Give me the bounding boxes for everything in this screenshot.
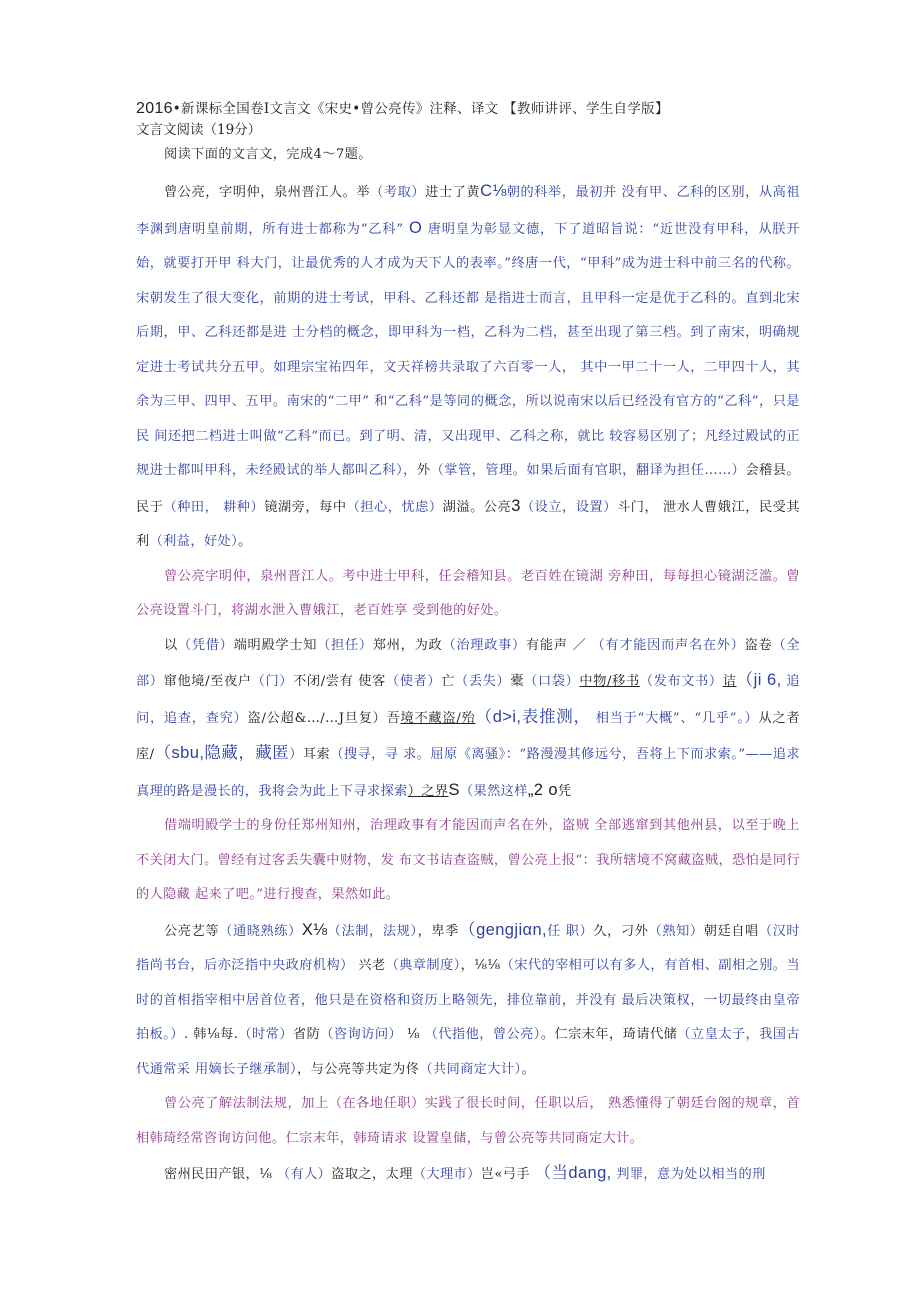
- text-span: 。: [238, 534, 252, 549]
- text-span: 岂«弓手: [480, 1167, 535, 1182]
- annotation: （代指他，曾公亮）: [424, 1027, 541, 1042]
- annotation: 判罪，意为处以相当的刑: [611, 1167, 766, 1182]
- text-span: ，与公亮等共定为佟: [297, 1061, 420, 1077]
- annotation: （门）: [251, 674, 294, 689]
- text-span: 外: [416, 463, 431, 478]
- text-span: 亡: [441, 674, 456, 689]
- underlined-text: ）之界: [407, 783, 449, 799]
- annotation: （搜寻，寻 求。屈原《离骚》：“路漫漫其修远兮，吾将上下而求索。”——追求 真理的路是漫长的，我将会为此上下寻求探索: [136, 747, 801, 799]
- annotation: （利益，好处）: [149, 534, 239, 549]
- translation-paragraph-3: 曾公亮了解法制法规，加上（在各地任职）实践了很长时间，任职以后， 熟悉懂得了朝廷台阁的规章，首相韩琦经常咨询访问他。仁宗末年，韩琦请求 设置皇储，与曾公亮等共同商定大计。: [136, 1096, 800, 1146]
- text-span: 从之者庢/: [136, 710, 801, 762]
- annotation: （凭借）: [177, 637, 234, 653]
- title-text: •新课标全国卷Ⅰ文言文《宋史•曾公亮传》注释、译文 【教师讲评、学生自学版】: [172, 101, 669, 117]
- annotation: S: [448, 780, 460, 799]
- annotation: （法制，法规）: [327, 923, 418, 939]
- annotation: 3: [511, 496, 521, 515]
- text-span: 斗门， 泄水人曹娥江，民受其利: [136, 499, 800, 549]
- annotation: ⅛: [259, 1167, 273, 1182]
- text-span: 有能声 ／: [525, 637, 592, 653]
- annotation: （当dang,: [534, 1164, 612, 1182]
- underlined-text: 诘: [722, 674, 737, 689]
- annotation: O: [403, 218, 428, 237]
- text-span: ，⅛⅛: [460, 958, 501, 973]
- text-span: 耳索: [302, 747, 331, 762]
- text-span: 端明殿学士知: [233, 637, 318, 653]
- annotation: （种田， 耕种）: [163, 499, 265, 515]
- text-span: 会稽县。民于: [136, 463, 800, 515]
- text-span: 公亮艺等: [164, 923, 220, 939]
- text-span: 兴老: [353, 958, 386, 973]
- annotation: （sbu,: [154, 744, 205, 762]
- annotation: （典章制度）: [385, 958, 461, 973]
- annotation: （通晓熟练）: [219, 923, 302, 939]
- text-span: 省防: [292, 1027, 321, 1042]
- section-heading: 文言文阅读（19分）: [136, 122, 262, 138]
- text-span: 不闭/尝有 使客: [293, 674, 386, 689]
- annotation: （担任）: [317, 637, 373, 653]
- annotation: （考取）: [370, 185, 426, 200]
- annotation: 相当于“大概”、“几乎”。）: [590, 710, 759, 726]
- passage-paragraph-3: [136, 913, 800, 1088]
- text-span: 。仁宗末年，琦请代储: [540, 1027, 678, 1042]
- annotation: 表推测，: [521, 707, 591, 726]
- annotation: （汉时指尚书台，后亦泛指中央政府机构）: [136, 923, 801, 973]
- underlined-text: 中物/移书: [579, 674, 640, 689]
- annotation: 追问，追查，查究）: [136, 674, 800, 726]
- translation-paragraph-1: 曾公亮字明仲，泉州晋江人。考中进士甲科，任会稽知县。老百姓在镜湖 旁种田，每每担心镜湖泛滥。曾公亮设置斗门，将湖水泄入曹娥江，老百姓享 受到他的好处。: [136, 568, 800, 618]
- translation-paragraph-2: 借端明殿学士的身份任郑州知州，治理政事有才能因而声名在外，盗贼 全部逃窜到其他州县，以至于晚上不关闭大门。曾经有过客丢失囊中财物，发 布文书诘查盗贼，曾公亮上报“：我所辖境不窝藏盗贼，恐怕是同行的人隐藏 起来了吧。”进行搜查，果然如此。: [136, 818, 800, 902]
- text-span: 湖溢。公亮: [442, 499, 512, 515]
- annotation: C⅛: [480, 182, 507, 200]
- passage-paragraph-4: [136, 1156, 800, 1193]
- annotation: （发布文书）: [639, 674, 723, 689]
- text-span: 盗取之，太理: [331, 1167, 413, 1182]
- annotation: （有人）: [272, 1167, 332, 1182]
- title-year: 2016: [136, 100, 173, 117]
- annotation: （担心，忧虑）: [346, 499, 443, 515]
- annotation: （熟知）: [648, 923, 704, 939]
- annotation: （果然这样: [459, 783, 528, 799]
- annotation: （时常）: [238, 1027, 293, 1042]
- text-span: 密州民田产银，: [164, 1167, 260, 1182]
- annotation: （宋代的宰相可以有多人，有首相、副相之别。当 时的首相指宰相中居首位者，他只是在资格和资历上略领先，排位靠前，并没有 最后决策权，一切最终由皇帝拍板。）: [136, 958, 800, 1042]
- text-span: . 韩⅛每.: [183, 1027, 239, 1042]
- instruction-paragraph: 阅读下面的文言文，完成4～7题。: [164, 147, 372, 162]
- passage-paragraph-1: [136, 174, 800, 560]
- text-span: 盗卷: [744, 637, 773, 653]
- annotation: （共同商定大计）: [419, 1061, 522, 1077]
- annotation: （立皇太子，我国古代通常采 用嫡长子继承制）: [136, 1027, 801, 1077]
- annotation: （有才能因而声名在外）: [591, 637, 745, 653]
- annotation: （掌管，管理。如果后面有官职，翻译为担任……）: [430, 463, 746, 478]
- text-span: 曾公亮，字明仲，泉州晋江人。举: [164, 185, 371, 200]
- annotation: （丢失）: [455, 674, 511, 689]
- text-span: 镜湖旁，每中: [264, 499, 347, 515]
- text-span: 以: [164, 637, 178, 653]
- annotation: 隐藏，藏匿: [204, 744, 290, 762]
- text-span: 久，刁外: [593, 923, 649, 939]
- annotation: X⅛: [301, 920, 328, 939]
- annotation: （全部）: [136, 637, 800, 689]
- annotation: （d>i,: [475, 707, 522, 726]
- passage-paragraph-2: [136, 629, 800, 810]
- text-span: ，卑季: [417, 923, 459, 939]
- document-title: [136, 98, 800, 120]
- text-span: 。: [521, 1061, 536, 1077]
- annotation: 任 职）: [547, 923, 594, 939]
- document-content: [136, 98, 800, 1193]
- annotation: （口袋）: [524, 674, 580, 689]
- annotation: （使者）: [385, 674, 442, 689]
- text-span: ⅛: [402, 1027, 425, 1042]
- underlined-text: 境不藏盗/殆: [400, 710, 476, 726]
- text-span: 橐: [510, 674, 525, 689]
- text-span: 进士了黄: [425, 185, 481, 200]
- annotation: ）: [289, 747, 303, 762]
- text-span: 窜他境/至夜户: [163, 674, 252, 689]
- annotation: （gengjiαn,: [458, 920, 548, 939]
- annotation: （咨询访问）: [320, 1027, 403, 1042]
- annotation: （ji 6,: [736, 671, 782, 689]
- annotation: 唐明皇为彰显文德，下了道昭旨说：“近世没有甲科，从朕开始，就要打开甲 科大门，让最优秀的人才成为天下人的表率。”终唐一代，“甲科”成为进士科中前三名的代称。宋朝发生了很大变化，前期的进士考试，甲科、乙科还都 是指进士而言，且甲科一定是优于乙科的。直到北宋后期，甲、乙科还都是进 士分档的概念，即甲科为一档，乙科为二档，甚至出现了第三档。到了南宋，明确规定进士考试共分五甲。如理宗宝祐四年，文天祥榜共录取了六百零一人， 其中一甲二十一人，二甲四十人，其余为三甲、四甲、五甲。南宋的“二甲” 和“乙科”是等同的概念，所以说南宋以后已经没有官方的“乙科”，只是民 间还把二档进士叫做“乙科”而已。到了明、清，又出现甲、乙科之称，就比 较容易区别了；凡经过殿试的正规进士都叫甲科，未经殿试的举人都叫乙科），: [136, 221, 801, 478]
- annotation: „2 o: [527, 780, 558, 799]
- text-span: 郑州，为政: [372, 637, 443, 653]
- text-span: 凭: [557, 783, 572, 799]
- text-span: 盗/公超&…/…J旦复）吾: [247, 710, 401, 726]
- annotation: （大理市）: [412, 1167, 481, 1182]
- text-span: 朝廷自唱: [703, 923, 759, 939]
- annotation: （治理政事）: [442, 637, 526, 653]
- annotation: 朝的科举，最初并 没有甲、乙科的区别，从高祖李渊到唐明皇前期，所有进士都称为“乙科”: [136, 185, 800, 237]
- annotation: （设立，设置）: [520, 499, 617, 515]
